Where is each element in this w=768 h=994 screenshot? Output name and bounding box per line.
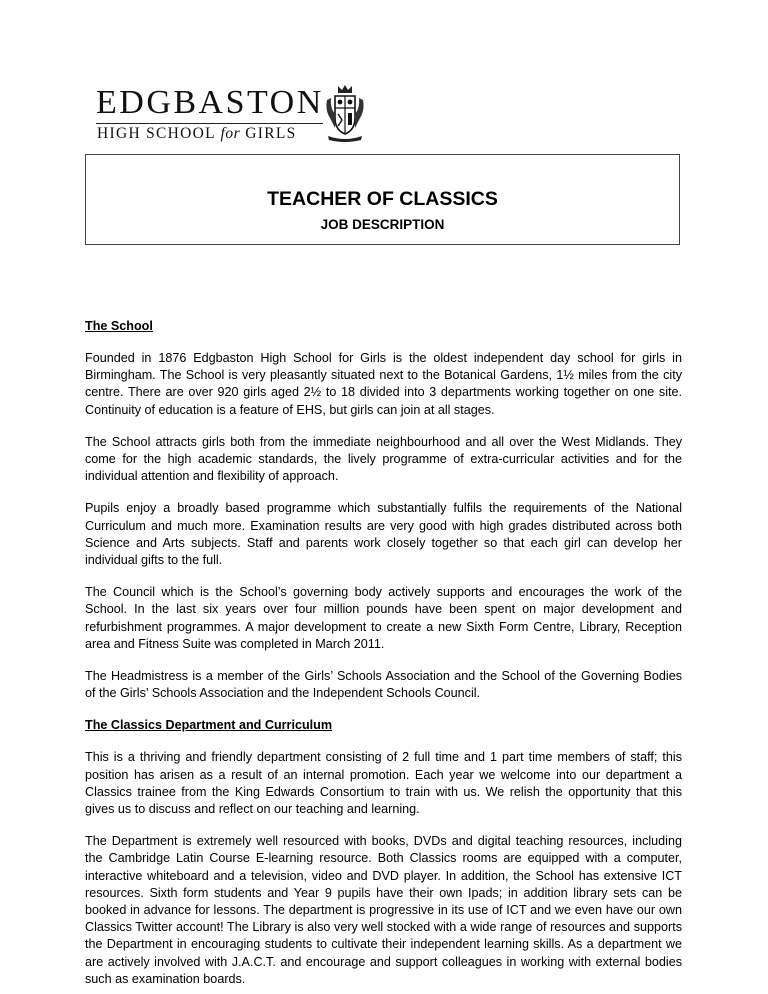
logo-wordmark: EDGBASTON — [96, 84, 324, 121]
logo-subtitle: HIGH SCHOOL for GIRLS — [97, 125, 297, 142]
document-body — [85, 318, 682, 988]
logo-rule — [96, 123, 323, 124]
paragraph: The Department is extremely well resourced with books, DVDs and digital teaching resources, including the Cambridge Latin Course E-learning resource. Both Classics rooms are equipped with a computer, interactive whiteboard and a television, video and DVD player. In addition, the School has extensive ICT resources. Sixth form students and Year 9 pupils have their own Ipads; in addition library sets can be booked in advance for lessons. The department is progressive in its use of ICT and we even have our own Classics Twitter account! The Library is also very well stocked with a wide range of resources and supports the Department in encouraging students to cultivate their independent learning skills. As a department we are actively involved with J.A.C.T. and encourage and support colleagues in working with external bodies such as examination boards. — [85, 834, 682, 986]
document-subtitle: JOB DESCRIPTION — [320, 217, 445, 232]
paragraph: The School attracts girls both from the immediate neighbourhood and all over the West Midlands. They come for the high academic standards, the lively programme of extra-curricular activities and for the individual attention and flexibility of approach. — [85, 434, 682, 484]
title-box — [85, 154, 680, 245]
school-logo — [96, 84, 366, 144]
section-heading-classics: The Classics Department and Curriculum — [85, 718, 333, 733]
paragraph: The Headmistress is a member of the Girls’ Schools Association and the School of the Governing Bodies of the Girls’ Schools Association and the Independent Schools Council. — [85, 669, 682, 701]
school-crest-icon — [324, 84, 366, 142]
paragraph: This is a thriving and friendly department consisting of 2 full time and 1 part time members of staff; this position has arisen as a result of an internal promotion. Each year we welcome into our department a Classics trainee from the King Edwards Consortium to train with us. We relish the opportunity that this gives us to discuss and reflect on our teaching and learning. — [85, 750, 682, 817]
section-heading-school: The School — [85, 319, 153, 333]
paragraph: The Council which is the School’s governing body actively supports and encourages the work of the School. In the last six years over four million pounds have been spent on major development and refurbishment programmes. A major development to create a new Sixth Form Centre, Library, Reception area and Fitness Suite was completed in March 2011. — [85, 585, 682, 651]
paragraph: Founded in 1876 Edgbaston High School for Girls is the oldest independent day school for girls in Birmingham. The School is very pleasantly situated next to the Botanical Gardens, 1½ miles from the city centre. There are over 920 girls aged 2½ to 18 divided into 3 departments working together on one site. Continuity of education is a feature of EHS, but girls can join at all stages. — [85, 351, 682, 417]
paragraph: Pupils enjoy a broadly based programme which substantially fulfils the requirements of the National Curriculum and much more. Examination results are very good with high grades distributed across both Science and Arts subjects. Staff and parents work closely together so that each girl can develop her individual gifts to the full. — [85, 501, 682, 568]
document-title: TEACHER OF CLASSICS — [267, 188, 498, 210]
